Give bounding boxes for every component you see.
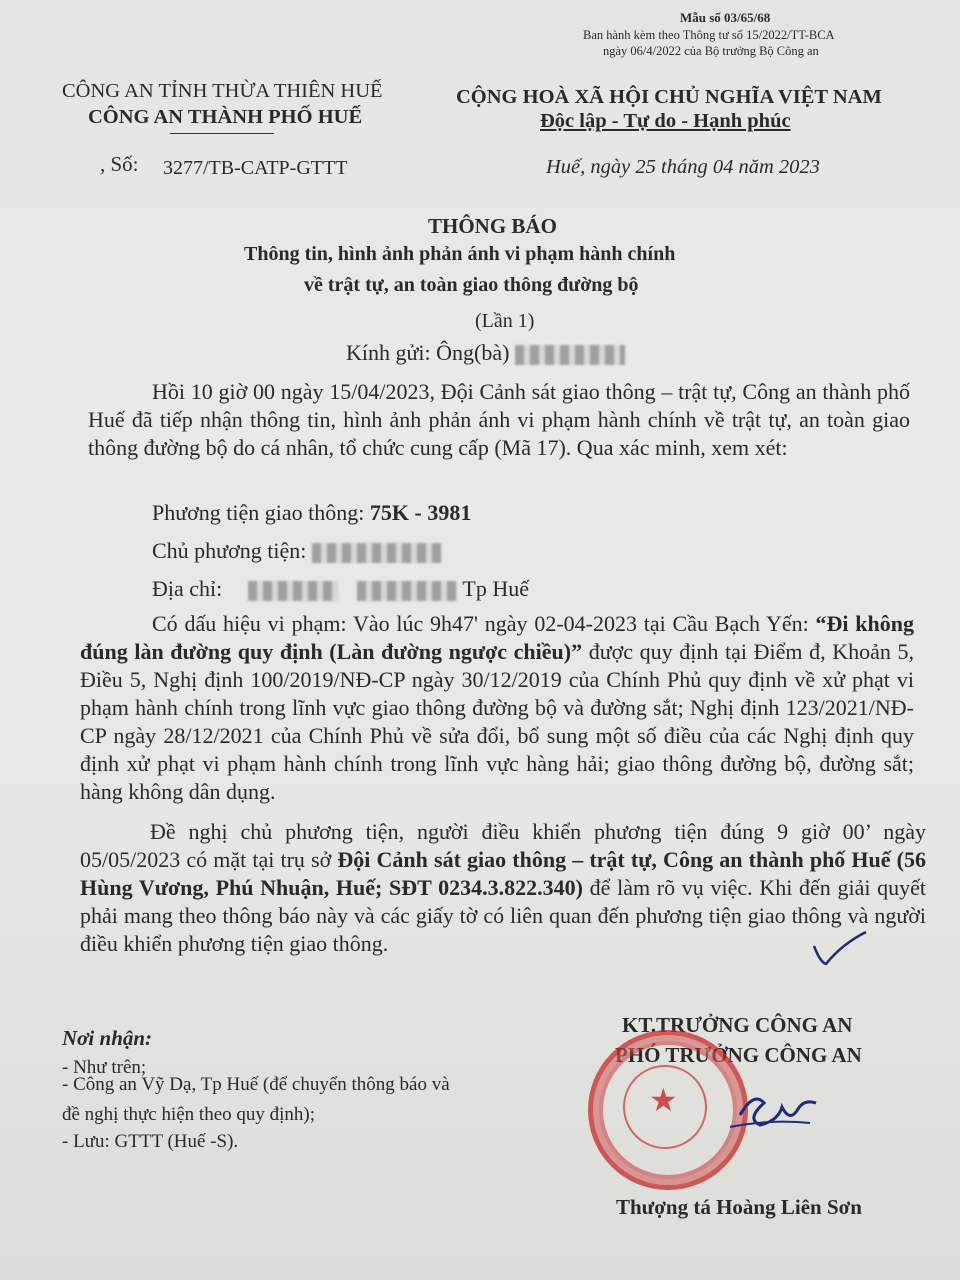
org-line1: CÔNG AN TỈNH THỪA THIÊN HUẾ bbox=[62, 80, 383, 102]
title-sub1: Thông tin, hình ảnh phản ánh vi phạm hành chính bbox=[244, 243, 676, 265]
paragraph-intro-text: Hồi 10 giờ 00 ngày 15/04/2023, Đội Cảnh sát giao thông – trật tự, Công an thành phố Huế đã tiếp nhận thông tin, hình ảnh phản ánh vi phạm hành chính về trật tự, an toàn giao thông đường bộ do cá nhân, tổ chức cung cấp (Mã 17). Qua xác minh, xem xét: bbox=[88, 379, 910, 460]
paragraph-request bbox=[80, 818, 926, 958]
request-intro: Đề nghị chủ phương tiện, người điều khiển phương tiện đúng 9 giờ 00’ ngày 05/05/2023 có mặt tại trụ sở bbox=[80, 819, 926, 872]
recipient-line bbox=[346, 340, 625, 366]
title-lan: (Lần 1) bbox=[475, 310, 535, 332]
redacted-recipient-name bbox=[515, 345, 625, 365]
redacted-address-part2 bbox=[357, 581, 457, 601]
place-date: Huế, ngày 25 tháng 04 năm 2023 bbox=[546, 156, 820, 178]
address-city: Tp Huế bbox=[462, 576, 529, 601]
signer-name: Thượng tá Hoàng Liên Sơn bbox=[616, 1195, 862, 1219]
violation-description: “Đi không đúng làn đường quy định (Làn đường ngược chiều)” bbox=[80, 611, 915, 664]
vehicle-label: Phương tiện giao thông: bbox=[152, 500, 365, 525]
paragraph-violation bbox=[80, 610, 914, 806]
stamp-inner-ring bbox=[623, 1065, 707, 1149]
recipients-label: Nơi nhận: bbox=[62, 1026, 153, 1050]
form-number: Mẫu số 03/65/68 bbox=[680, 10, 771, 25]
signature-title-line2: PHÓ TRƯỞNG CÔNG AN bbox=[615, 1043, 862, 1067]
so-label: , Số: bbox=[100, 152, 139, 176]
request-office: Đội Cảnh sát giao thông – trật tự, Công an thành phố Huế (56 Hùng Vương, Phú Nhuận, Huế; SĐT 0234.3.822.340) bbox=[80, 847, 927, 900]
recipients-line3: đề nghị thực hiện theo quy định); bbox=[62, 1104, 316, 1125]
org-line2: CÔNG AN THÀNH PHỐ HUẾ bbox=[88, 106, 363, 128]
paragraph-intro bbox=[88, 378, 910, 462]
violation-legal-basis: được quy định tại Điểm đ, Khoản 5, Điều 5, Nghị định 100/2019/NĐ-CP ngày 30/12/2019 của Chính Phủ quy định về xử phạt vi phạm hành chính trong lĩnh vực giao thông đường bộ và đường sắt; Nghị định 123/2021/NĐ-CP ngày 28/12/2021 của Chính Phủ về sửa đổi, bổ sung một số điều của các Nghị định quy định xử phạt vi phạm hành chính trong lĩnh vực hàng hải; giao thông đường bộ, đường sắt; hàng không dân dụng. bbox=[80, 639, 915, 804]
so-value: 3277/TB-CATP-GTTT bbox=[163, 157, 348, 179]
owner-label: Chủ phương tiện: bbox=[152, 538, 307, 563]
org-underline bbox=[170, 133, 274, 134]
recipients-line1: - Như trên; bbox=[62, 1057, 147, 1078]
handwritten-signature bbox=[720, 1085, 820, 1135]
violation-intro: Có dấu hiệu vi phạm: Vào lúc 9h47' ngày 02-04-2023 tại Cầu Bạch Yến: bbox=[152, 611, 809, 636]
recipients-line2: - Công an Vỹ Dạ, Tp Huế (để chuyển thông báo và bbox=[62, 1074, 450, 1095]
signature-title-line1: KT.TRƯỞNG CÔNG AN bbox=[622, 1013, 853, 1037]
recipients-line4: - Lưu: GTTT (Huế -S). bbox=[62, 1131, 239, 1152]
address-label: Địa chỉ: bbox=[152, 576, 223, 601]
vehicle-line bbox=[152, 500, 471, 526]
vehicle-plate: 75K - 3981 bbox=[369, 500, 472, 525]
title-main: THÔNG BÁO bbox=[428, 214, 557, 238]
form-issued-line2: ngày 06/4/2022 của Bộ trưởng Bộ Công an bbox=[603, 44, 819, 58]
title-sub2: về trật tự, an toàn giao thông đường bộ bbox=[304, 274, 639, 296]
recipient-label: Kính gửi: Ông(bà) bbox=[346, 340, 510, 365]
address-line bbox=[152, 576, 529, 602]
redacted-address-part1 bbox=[248, 581, 338, 601]
nation-motto: Độc lập - Tự do - Hạnh phúc bbox=[540, 110, 791, 132]
owner-line bbox=[152, 538, 442, 564]
redacted-owner-name bbox=[312, 543, 442, 563]
nation-line1: CỘNG HOÀ XÃ HỘI CHỦ NGHĨA VIỆT NAM bbox=[456, 86, 882, 108]
form-issued-line1: Ban hành kèm theo Thông tư số 15/2022/TT-BCA bbox=[583, 28, 835, 42]
star-icon: ★ bbox=[649, 1081, 678, 1119]
checkmark-icon bbox=[808, 928, 868, 968]
request-details: để làm rõ vụ việc. Khi đến giải quyết phải mang theo thông báo này và các giấy tờ có liên quan đến phương tiện giao thông và người điều khiển phương tiện giao thông. bbox=[80, 875, 927, 956]
